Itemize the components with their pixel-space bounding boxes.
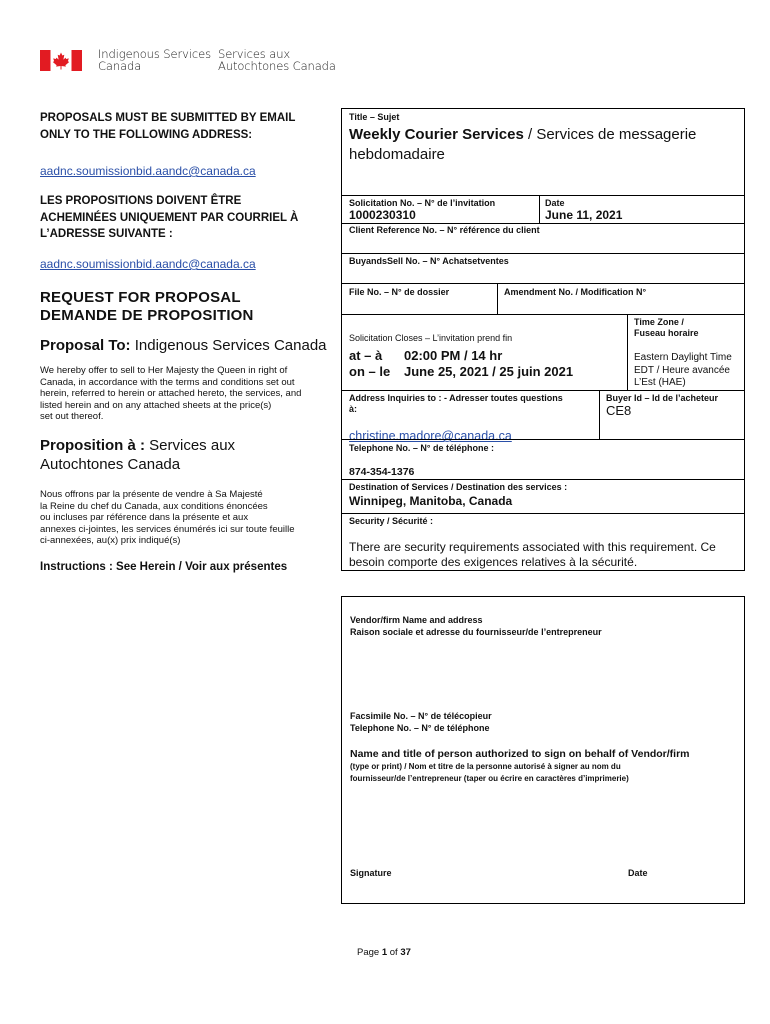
submission-instructions-fr: LES PROPOSITIONS DOIVENT ÊTRE ACHEMINÉES UNIQUEMENT PAR COURRIEL À L’ADRESSE SUIVANTE : <box>40 195 299 240</box>
destination-label: Destination of Services / Destination des services : <box>349 482 568 492</box>
security-text: There are security requirements associated with this requirement. Ce besoin comporte des exigences relatives à la sécurité. <box>349 540 716 569</box>
offer-fr-line: ou incluses par référence dans la présente et aux <box>40 512 249 524</box>
security-label: Security / Sécurité : <box>349 516 434 526</box>
telephone-label: Telephone No. – N° de téléphone : <box>349 443 494 453</box>
time-zone-label: Time Zone / Fuseau horaire <box>634 317 699 338</box>
offer-en-line: We hereby offer to sell to Her Majesty the Queen in right of <box>40 365 288 376</box>
solicitation-number: 1000230310 <box>349 208 416 222</box>
offer-en-line: set out thereof. <box>40 411 104 423</box>
time-zone-value: Eastern Daylight Time EDT / Heure avancée L’Est (HAE) <box>634 352 732 388</box>
offer-fr-line: annexes ci-jointes, les services énumérés ici sur toute feuille <box>40 523 295 535</box>
date-label: Date <box>545 198 565 208</box>
canada-flag-logo <box>40 50 82 71</box>
page-number: Page 1 of 37 <box>357 947 411 958</box>
date-value: June 11, 2021 <box>545 208 623 222</box>
closes-label: Solicitation Closes – L’invitation prend fin <box>349 333 513 343</box>
client-reference-label: Client Reference No. – N° référence du client <box>349 225 540 235</box>
offer-fr-line: ci-annexées, au(x) prix indiqué(s) <box>40 535 181 547</box>
proposal-to: Proposal To: Indigenous Services Canada <box>40 337 327 354</box>
signature-label: Signature <box>350 868 392 878</box>
buyer-id-value: CE8 <box>606 403 632 418</box>
rfp-title: REQUEST FOR PROPOSAL DEMANDE DE PROPOSITION <box>40 289 254 324</box>
instructions: Instructions : See Herein / Voir aux présentes <box>40 561 288 573</box>
address-inquiries-label: Address Inquiries to : - Adresser toutes questions à: <box>349 393 563 414</box>
closing-time: at – à 02:00 PM / 14 hr on – le June 25, 2021 / 25 juin 2021 <box>349 348 574 379</box>
buyandsell-label: BuyandsSell No. – N° Achatsetventes <box>349 256 509 266</box>
proposition-a: Proposition à : Services aux Autochtones Canada <box>40 437 236 473</box>
department-name-en: Indigenous Services Canada <box>98 47 212 73</box>
inquiry-email-link[interactable]: christine.madore@canada.ca <box>349 429 512 443</box>
title-label: Title – Sujet <box>349 112 400 122</box>
telephone-value: 874-354-1376 <box>349 466 415 478</box>
solicitation-number-label: Solicitation No. – N° de l’invitation <box>349 198 496 208</box>
offer-en-line: Canada, in accordance with the terms and conditions set out <box>40 376 295 388</box>
vendor-name-label: Vendor/firm Name and address Raison sociale et adresse du fournisseur/de l’entrepreneur <box>350 615 602 637</box>
department-name-fr: Services aux Autochtones Canada <box>218 47 336 73</box>
amendment-label: Amendment No. / Modification N° <box>504 287 647 297</box>
submission-email-link[interactable]: aadnc.soumissionbid.aandc@canada.ca <box>40 164 256 178</box>
solicitation-title: Weekly Courier Services / Services de messagerie hebdomadaire <box>349 126 697 163</box>
offer-en-line: listed herein and on any attached sheets at the price(s) <box>40 399 272 411</box>
offer-fr-line: la Reine du chef du Canada, aux conditions énoncées <box>40 500 268 512</box>
submission-email-link-fr[interactable]: aadnc.soumissionbid.aandc@canada.ca <box>40 257 256 271</box>
vendor-fax-phone-label: Facsimile No. – N° de télécopieur Telephone No. – N° de téléphone <box>350 711 492 733</box>
offer-text-fr <box>40 489 330 547</box>
file-number-label: File No. – N° de dossier <box>349 287 450 297</box>
authorized-signer-label: Name and title of person authorized to sign on behalf of Vendor/firm (type or print) / Nom et titre de la personne autorisé à signer au nom du fournisseur/de l’entrepreneur (taper ou écrire en caractères d’imprimerie) <box>350 748 690 783</box>
vendor-date-label: Date <box>628 868 648 878</box>
offer-text-en <box>40 365 330 423</box>
offer-fr-line: Nous offrons par la présente de vendre à Sa Majesté <box>40 489 263 500</box>
offer-en-line: herein, referred to herein or attached hereto, the services, and <box>40 388 302 400</box>
submission-instructions-en: PROPOSALS MUST BE SUBMITTED BY EMAIL ONLY TO THE FOLLOWING ADDRESS: <box>40 112 296 141</box>
buyer-id-label: Buyer Id – Id de l’acheteur <box>606 393 719 403</box>
destination-value: Winnipeg, Manitoba, Canada <box>349 494 513 508</box>
